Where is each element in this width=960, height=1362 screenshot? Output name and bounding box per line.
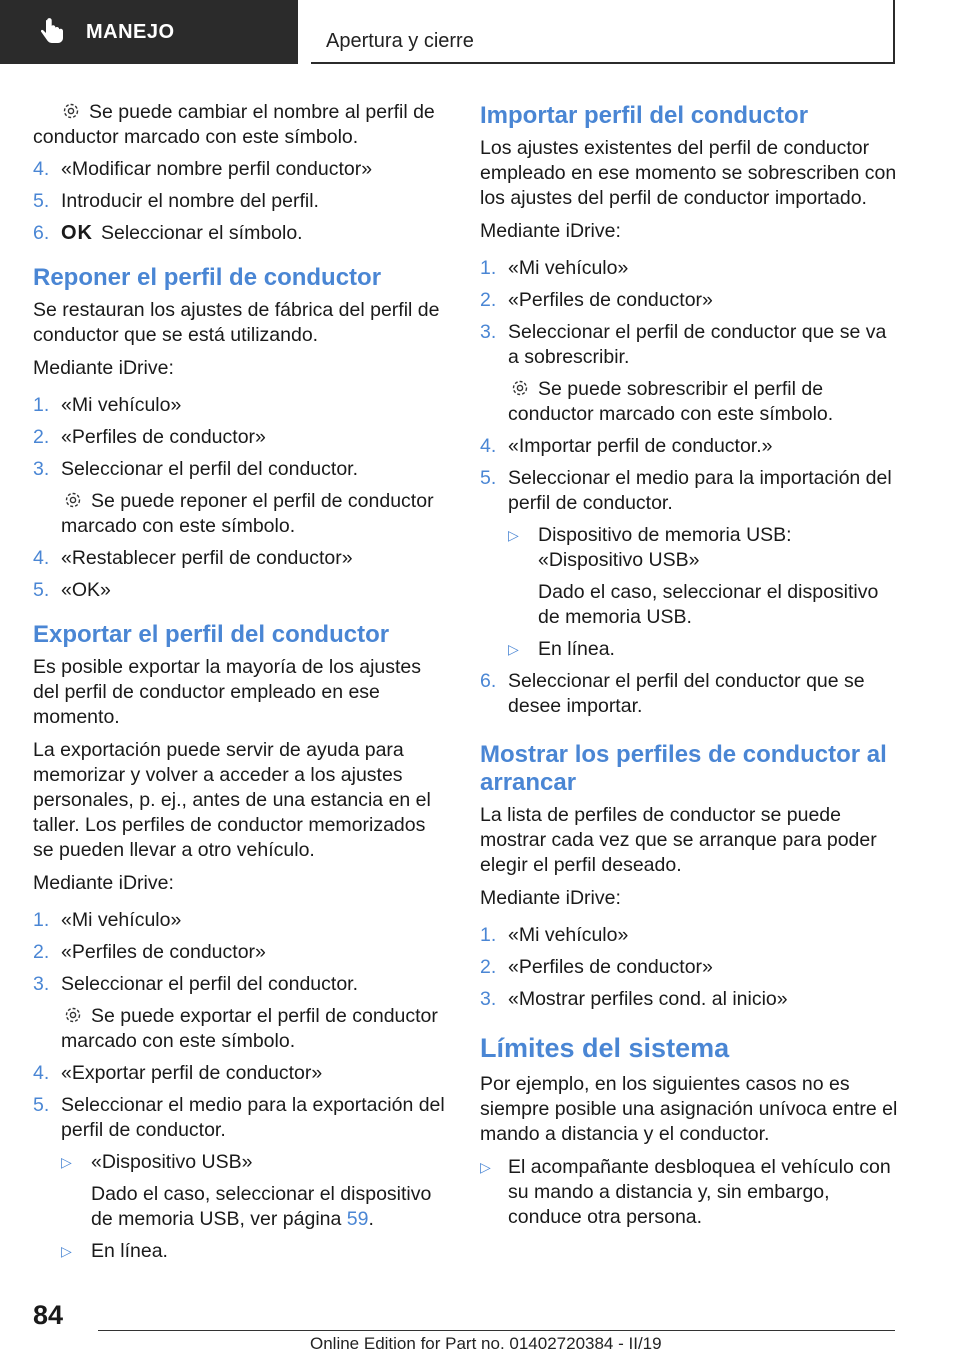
bullet-item: ▷ El acompañante desbloquea el vehículo con su mando a distancia y, sin embargo, conduce otra persona.	[480, 1156, 891, 1228]
bullet-note: Dado el caso, seleccionar el dispositivo de memoria USB.	[538, 581, 879, 628]
heading-system-limits: Límites del sistema	[480, 1033, 730, 1063]
export-intro-2: La exportación puede servir de ayuda para memorizar y volver a acceder a los ajustes personales, p. ej., antes de una estancia en el taller. Los perfiles de conductor memorizados se pueden llevar a otro vehículo.	[33, 739, 431, 861]
gear-icon	[61, 101, 81, 121]
list-item: 5. Seleccionar el medio para la importación del perfil de conductor.	[480, 467, 892, 514]
list-item: 3. Seleccionar el perfil del conductor.	[33, 973, 359, 995]
triangle-bullet-icon: ▷	[508, 527, 519, 543]
bullet-note: Dado el caso, seleccionar el dispositivo de memoria USB, ver página 59.	[91, 1183, 432, 1230]
right-column	[480, 100, 898, 1237]
gear-icon	[63, 1005, 83, 1025]
triangle-bullet-icon: ▷	[61, 1154, 72, 1170]
ok-symbol: OK	[61, 222, 93, 244]
list-item: 1. «Mi vehículo»	[33, 909, 182, 931]
footer-edition: Online Edition for Part no. 01402720384 - II/19	[310, 1334, 662, 1353]
list-item: 1. «Mi vehículo»	[33, 394, 182, 416]
bullet-item: ▷ «Dispositivo USB»	[61, 1151, 253, 1173]
list-item: 4. «Importar perfil de conductor.»	[480, 435, 773, 457]
import-via: Mediante iDrive:	[480, 220, 621, 242]
bullet-item: ▷ Dispositivo de memoria USB: «Dispositivo USB»	[508, 524, 792, 571]
show-via: Mediante iDrive:	[480, 887, 621, 909]
chapter-header	[311, 0, 895, 64]
heading-export: Exportar el perfil del conductor	[33, 621, 390, 648]
section-title: MANEJO	[86, 20, 175, 43]
list-item: 5. Seleccionar el medio para la exportación del perfil de conductor.	[33, 1094, 445, 1141]
reset-note: Se puede reponer el perfil de conductor marcado con este símbolo.	[61, 490, 434, 537]
list-item: 6. OK Seleccionar el símbolo.	[33, 222, 303, 244]
export-intro-1: Es posible exportar la mayoría de los ajustes del perfil de conductor empleado en ese momento.	[33, 656, 422, 728]
list-item: 3. «Mostrar perfiles cond. al inicio»	[480, 988, 788, 1010]
gear-icon	[63, 490, 83, 510]
reset-intro: Se restauran los ajustes de fábrica del perfil de conductor que se está utilizando.	[33, 299, 440, 346]
list-item: 3. Seleccionar el perfil del conductor.	[33, 458, 359, 480]
list-item: 4. «Restablecer perfil de conductor»	[33, 547, 353, 569]
list-item: 5. Introducir el nombre del perfil.	[33, 190, 319, 212]
import-intro: Los ajustes existentes del perfil de conductor empleado en ese momento se sobrescriben con los ajustes del perfil de conductor importado.	[480, 137, 897, 209]
list-item: 2. «Perfiles de conductor»	[33, 426, 266, 448]
bullet-item: ▷ En línea.	[61, 1240, 168, 1262]
show-intro: La lista de perfiles de conductor se puede mostrar cada vez que se arranque para poder elegir el perfil deseado.	[480, 804, 877, 876]
list-item: 5. «OK»	[33, 579, 111, 601]
triangle-bullet-icon: ▷	[61, 1243, 72, 1259]
hand-pointer-icon	[40, 18, 66, 46]
gear-icon	[510, 378, 530, 398]
footer-divider	[98, 1330, 895, 1331]
limits-intro: Por ejemplo, en los siguientes casos no es siempre posible una asignación unívoca entre el mando a distancia y el conductor.	[480, 1073, 898, 1145]
left-column	[33, 100, 451, 1271]
section-tab	[0, 0, 298, 64]
list-item: 3. Seleccionar el perfil de conductor que se va a sobrescribir.	[480, 321, 887, 368]
triangle-bullet-icon: ▷	[508, 641, 519, 657]
heading-show-profiles: Mostrar los perfiles de conductor al arrancar	[480, 741, 887, 796]
triangle-bullet-icon: ▷	[480, 1159, 491, 1175]
export-note: Se puede exportar el perfil de conductor marcado con este símbolo.	[61, 1005, 438, 1052]
chapter-title: Apertura y cierre	[326, 30, 474, 52]
list-item: 6. Seleccionar el perfil del conductor que se desee importar.	[480, 670, 865, 717]
bullet-item: ▷ En línea.	[508, 638, 615, 660]
heading-reset: Reponer el perfil de conductor	[33, 264, 382, 291]
rename-note: Se puede cambiar el nombre al perfil de conductor marcado con este símbolo.	[33, 101, 435, 148]
list-item: 1. «Mi vehículo»	[480, 924, 629, 946]
list-item: 4. «Modificar nombre perfil conductor»	[33, 158, 373, 180]
list-item: 2. «Perfiles de conductor»	[480, 289, 713, 311]
heading-import: Importar perfil del conductor	[480, 102, 809, 129]
list-item: 2. «Perfiles de conductor»	[33, 941, 266, 963]
reset-via: Mediante iDrive:	[33, 357, 174, 379]
list-item: 2. «Perfiles de conductor»	[480, 956, 713, 978]
page-number: 84	[33, 1300, 64, 1330]
list-item: 4. «Exportar perfil de conductor»	[33, 1062, 323, 1084]
page-link[interactable]: 59	[346, 1208, 369, 1230]
import-note: Se puede sobrescribir el perfil de conductor marcado con este símbolo.	[508, 378, 834, 425]
list-item: 1. «Mi vehículo»	[480, 257, 629, 279]
export-via: Mediante iDrive:	[33, 872, 174, 894]
